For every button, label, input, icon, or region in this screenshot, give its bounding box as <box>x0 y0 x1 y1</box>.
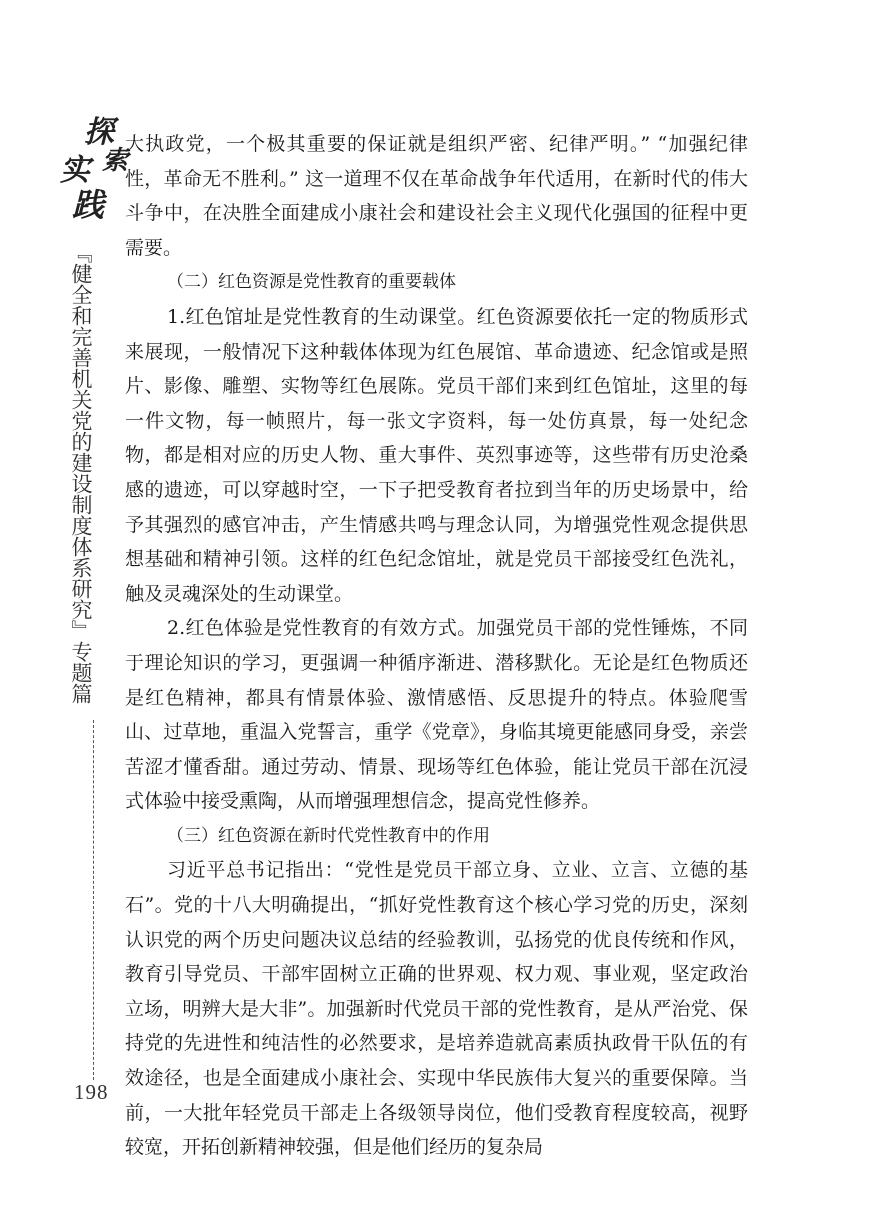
logo-char-3: 实 <box>60 153 90 188</box>
paragraph: 大执政党，一个极其重要的保证就是组织严密、纪律严明。” “加强纪律性，革命无不胜利。” 这一道理不仅在革命战争年代适用，在新时代的伟大斗争中，在决胜全面建成小康社会和建设社会主义现代化强国的征程中更需要。 <box>125 133 748 259</box>
section-heading: （三）红色资源在新时代党性教育中的作用 <box>167 825 490 846</box>
section-heading: （二）红色资源是党性教育的重要载体 <box>167 272 456 293</box>
paragraph: 习近平总书记指出：“党性是党员干部立身、立业、立言、立德的基石”。党的十八大明确提出，“抓好党性教育这个核心学习党的历史，深刻认识党的两个历史问题决议总结的经验教训，弘扬党的优良传统和作风，教育引导党员、干部牢固树立正确的世界观、权力观、事业观，坚定政治立场，明辨大是大非”。加强新时代党员干部的党性教育，是从严治党、保持党的先进性和纯洁性的必然要求，是培养造就高素质执政骨干队伍的有效途径，也是全面建成小康社会、实现中华民族伟大复兴的重要保障。当前，一大批年轻党员干部走上各级领导岗位，他们受教育程度较高，视野较宽，开拓创新精神较强，但是他们经历的复杂局 <box>125 859 748 1159</box>
logo-char-2: 索 <box>102 146 129 176</box>
page-number: 198 <box>74 1080 109 1104</box>
logo-char-1: 探 <box>84 115 114 150</box>
paragraph: 2.红色体验是党性教育的有效方式。加强党员干部的党性锤炼，不同于理论知识的学习，更强调一种循序渐进、潜移默化。无论是红色物质还是红色精神，都具有情景体验、激情感悟、反思提升的特点。体验爬雪山、过草地，重温入党誓言，重学《党章》，身临其境更能感同身受，亲尝苦涩才懂香甜。通过劳动、情景、现场等红色体验，能让党员干部在沉浸式体验中接受熏陶，从而增强理想信念，提高党性修养。 <box>125 617 748 813</box>
logo-char-4: 践 <box>72 186 105 224</box>
body-text <box>125 127 748 1165</box>
paragraph: 1.红色馆址是党性教育的生动课堂。红色资源要依托一定的物质形式来展现，一般情况下这种载体体现为红色展馆、革命遗迹、纪念馆或是照片、影像、雕塑、实物等红色展陈。党员干部们来到红色馆址，这里的每一件文物，每一帧照片，每一张文字资料，每一处仿真景，每一处纪念物，都是相对应的历史人物、重大事件、英烈事迹等，这些带有历史沧桑感的遗迹，可以穿越时空，一下子把受教育者拉到当年的历史场景中，给予其强烈的感官冲击，产生情感共鸣与理念认同，为增强党性观念提供思想基础和精神引领。这样的红色纪念馆址，就是党员干部接受红色洗礼，触及灵魂深处的生动课堂。 <box>125 305 748 605</box>
series-title: 『健全和完善机关党的建设制度体系研究』专题篇 <box>69 242 93 704</box>
margin-dashed-rule <box>93 720 94 1080</box>
series-logo <box>58 115 129 228</box>
